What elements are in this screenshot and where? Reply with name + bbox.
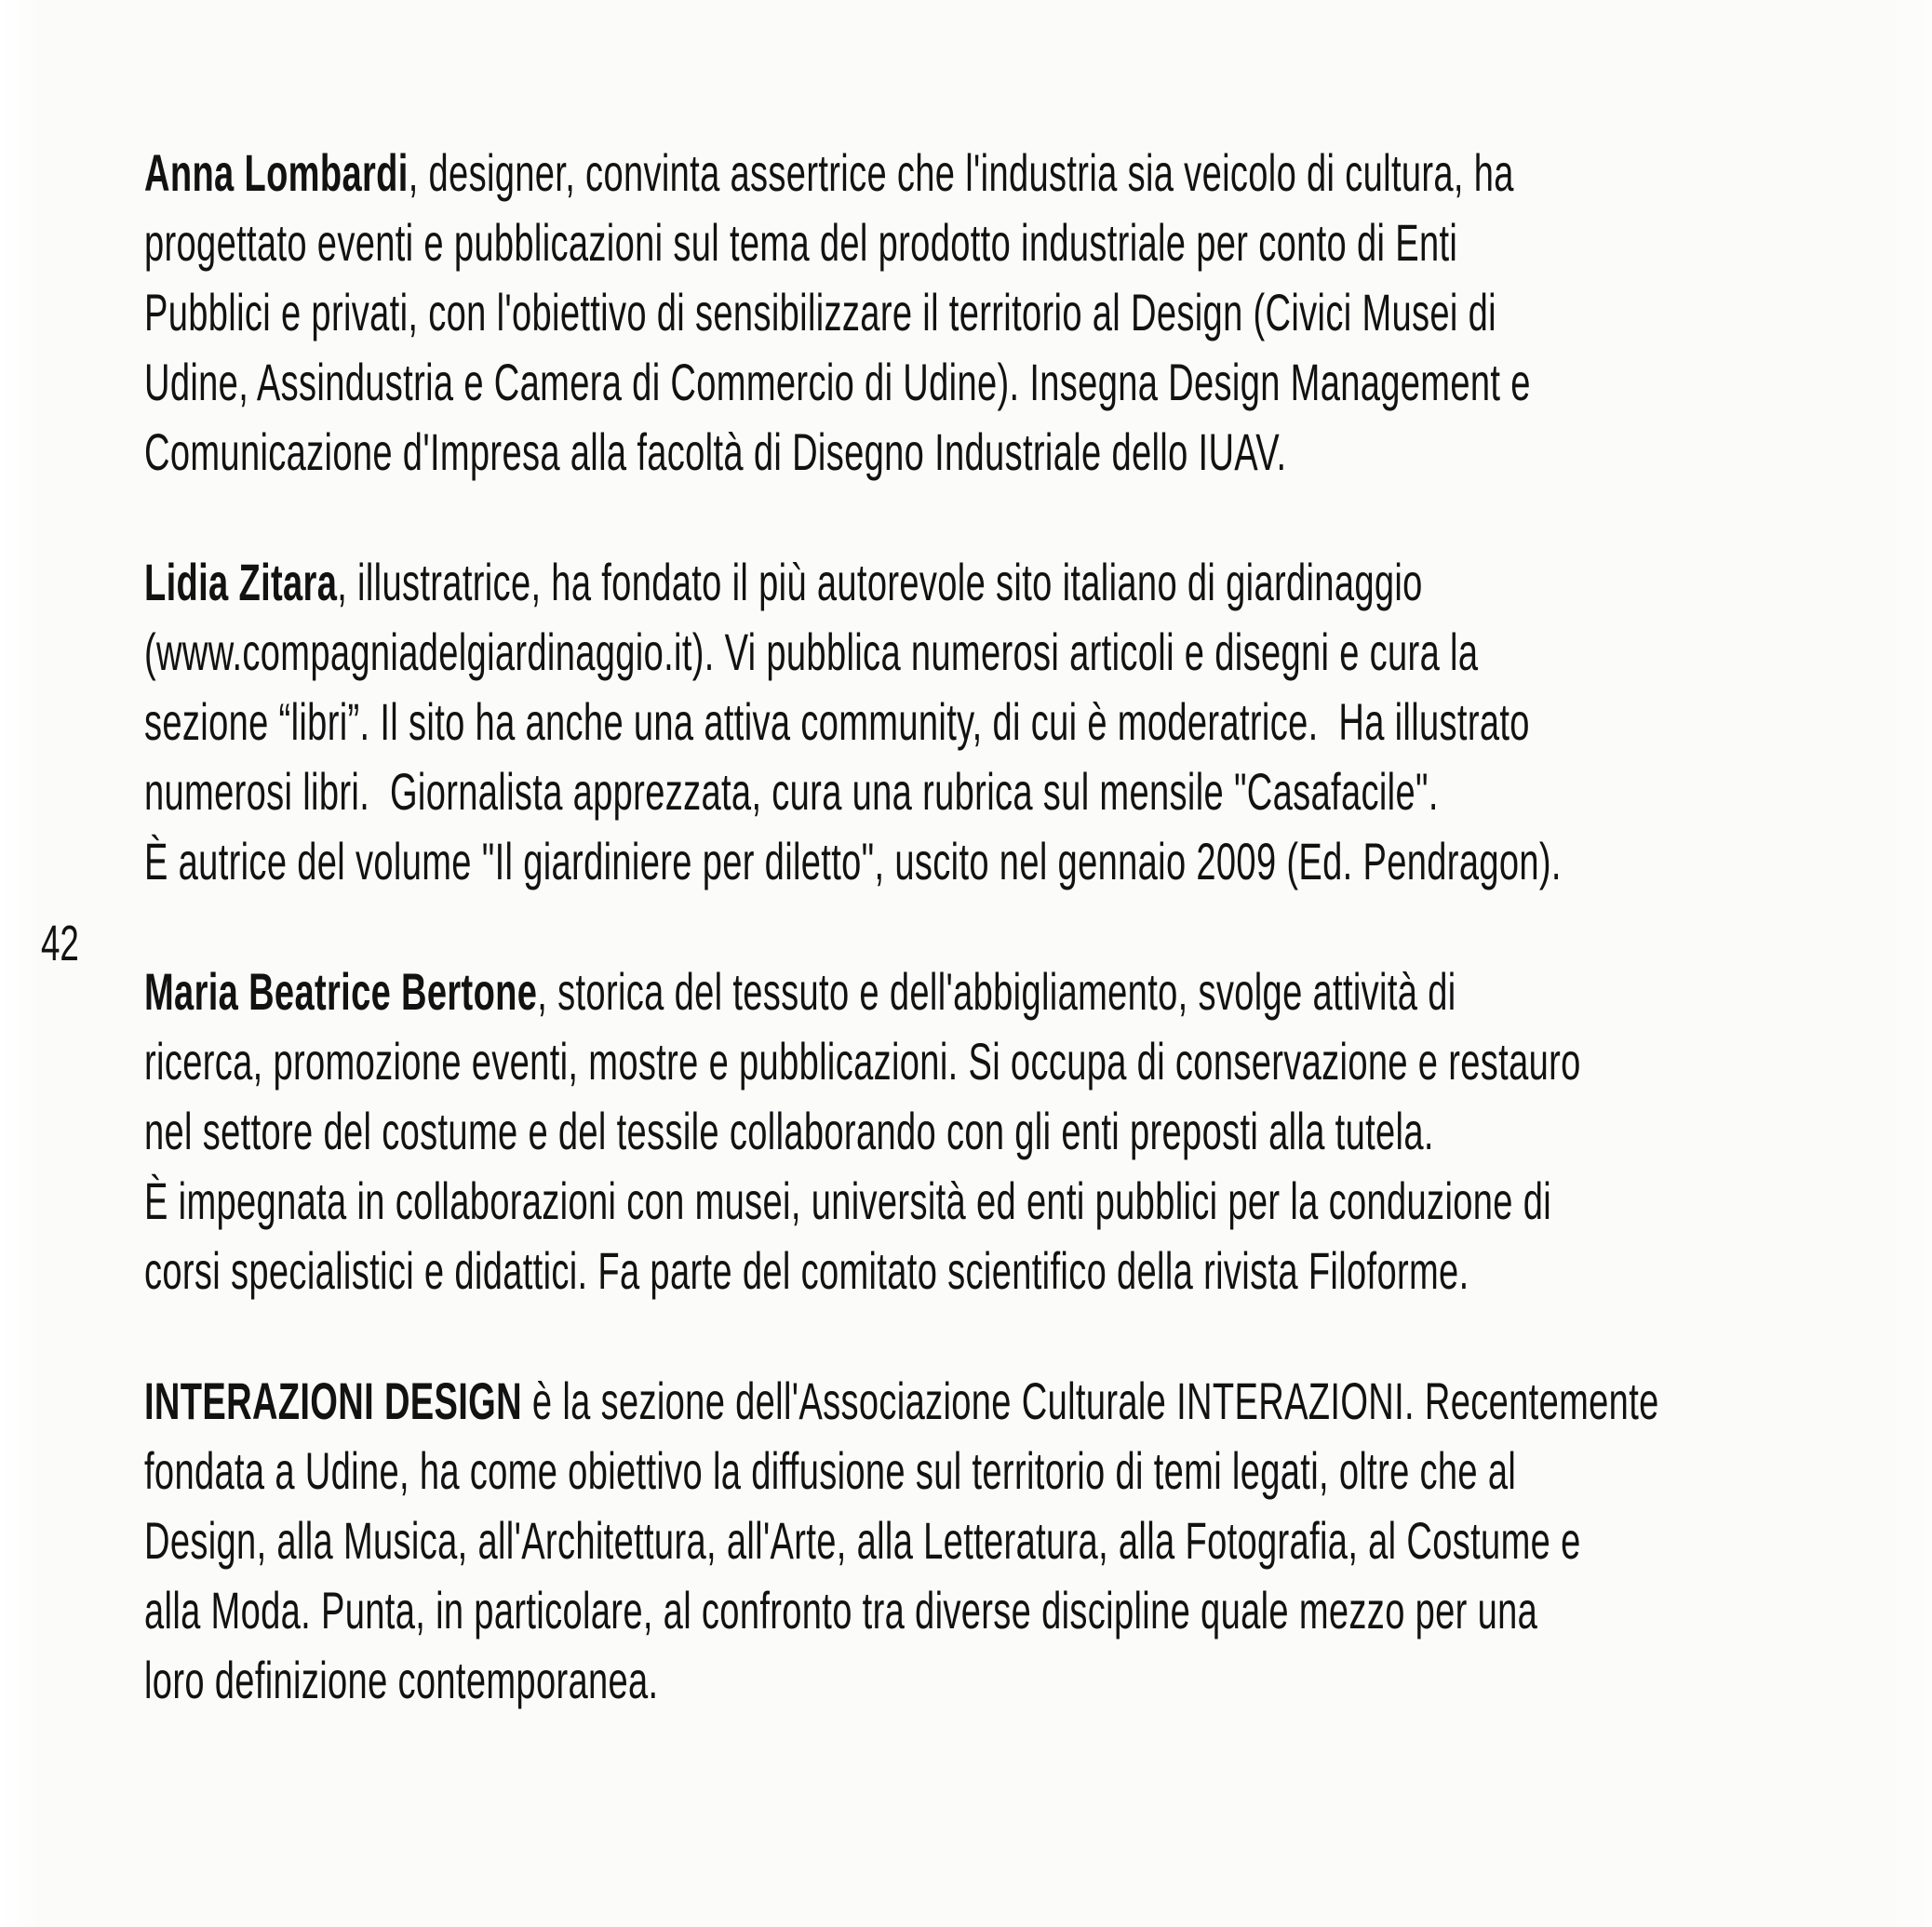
bio-paragraph-lidia-zitara — [144, 547, 1659, 896]
bio-line — [144, 1366, 1659, 1436]
page-number: 42 — [41, 916, 79, 971]
bio-name: Anna Lombardi — [144, 143, 409, 202]
bio-name: INTERAZIONI DESIGN — [144, 1372, 522, 1430]
bio-line: (www.compagniadelgiardinaggio.it). Vi pubblica numerosi articoli e disegni e cura la — [144, 622, 1479, 681]
bio-text: , illustratrice, ha fondato il più autorevole sito italiano di giardinaggio — [337, 553, 1423, 611]
bio-name: Maria Beatrice Bertone — [144, 962, 538, 1021]
scanned-text-column — [144, 138, 1659, 1775]
bio-line — [144, 547, 1659, 617]
bio-line: Comunicazione d'Impresa alla facoltà di Disegno Industriale dello IUAV. — [144, 422, 1287, 481]
bio-line — [144, 957, 1659, 1026]
bio-line: Pubblici e privati, con l'obiettivo di sensibilizzare il territorio al Design (Civici Musei di — [144, 283, 1496, 341]
bio-line: numerosi libri. Giornalista apprezzata, cura una rubrica sul mensile "Casafacile". — [144, 762, 1439, 821]
bio-line: Udine, Assindustria e Camera di Commercio di Udine). Insegna Design Management e — [144, 353, 1531, 411]
bio-line: sezione “libri”. Il sito ha anche una attiva community, di cui è moderatrice. Ha illustrato — [144, 692, 1530, 751]
bio-line: È autrice del volume "Il giardiniere per diletto", uscito nel gennaio 2009 (Ed. Pendragon). — [144, 832, 1562, 890]
bio-name: Lidia Zitara — [144, 553, 338, 611]
bio-paragraph-maria-beatrice-bertone — [144, 957, 1659, 1305]
bio-text: è la sezione dell'Associazione Culturale INTERAZIONI. Recentemente — [521, 1372, 1659, 1430]
bio-line: progettato eventi e pubblicazioni sul tema del prodotto industriale per conto di Enti — [144, 213, 1458, 272]
bio-line: nel settore del costume e del tessile collaborando con gli enti preposti alla tutela. — [144, 1102, 1434, 1160]
bio-paragraph-anna-lombardi — [144, 138, 1659, 487]
bio-line: ricerca, promozione eventi, mostre e pubblicazioni. Si occupa di conservazione e restauro — [144, 1032, 1581, 1091]
bio-line: Design, alla Musica, all'Architettura, all'Arte, alla Letteratura, alla Fotografia, al Costume e — [144, 1511, 1581, 1570]
bio-line: È impegnata in collaborazioni con musei, università ed enti pubblici per la conduzione di — [144, 1171, 1552, 1230]
bio-line: loro definizione contemporanea. — [144, 1651, 659, 1709]
bio-line: alla Moda. Punta, in particolare, al confronto tra diverse discipline quale mezzo per una — [144, 1581, 1538, 1639]
bio-paragraph-interazioni-design — [144, 1366, 1659, 1715]
bio-text: , designer, convinta assertrice che l'industria sia veicolo di cultura, ha — [408, 143, 1514, 202]
bio-line: fondata a Udine, ha come obiettivo la diffusione sul territorio di temi legati, oltre che al — [144, 1441, 1517, 1500]
bio-text: , storica del tessuto e dell'abbigliamento, svolge attività di — [537, 962, 1456, 1021]
bio-line: corsi specialistici e didattici. Fa parte del comitato scientifico della rivista Filoforme. — [144, 1241, 1469, 1300]
bio-line — [144, 138, 1659, 207]
